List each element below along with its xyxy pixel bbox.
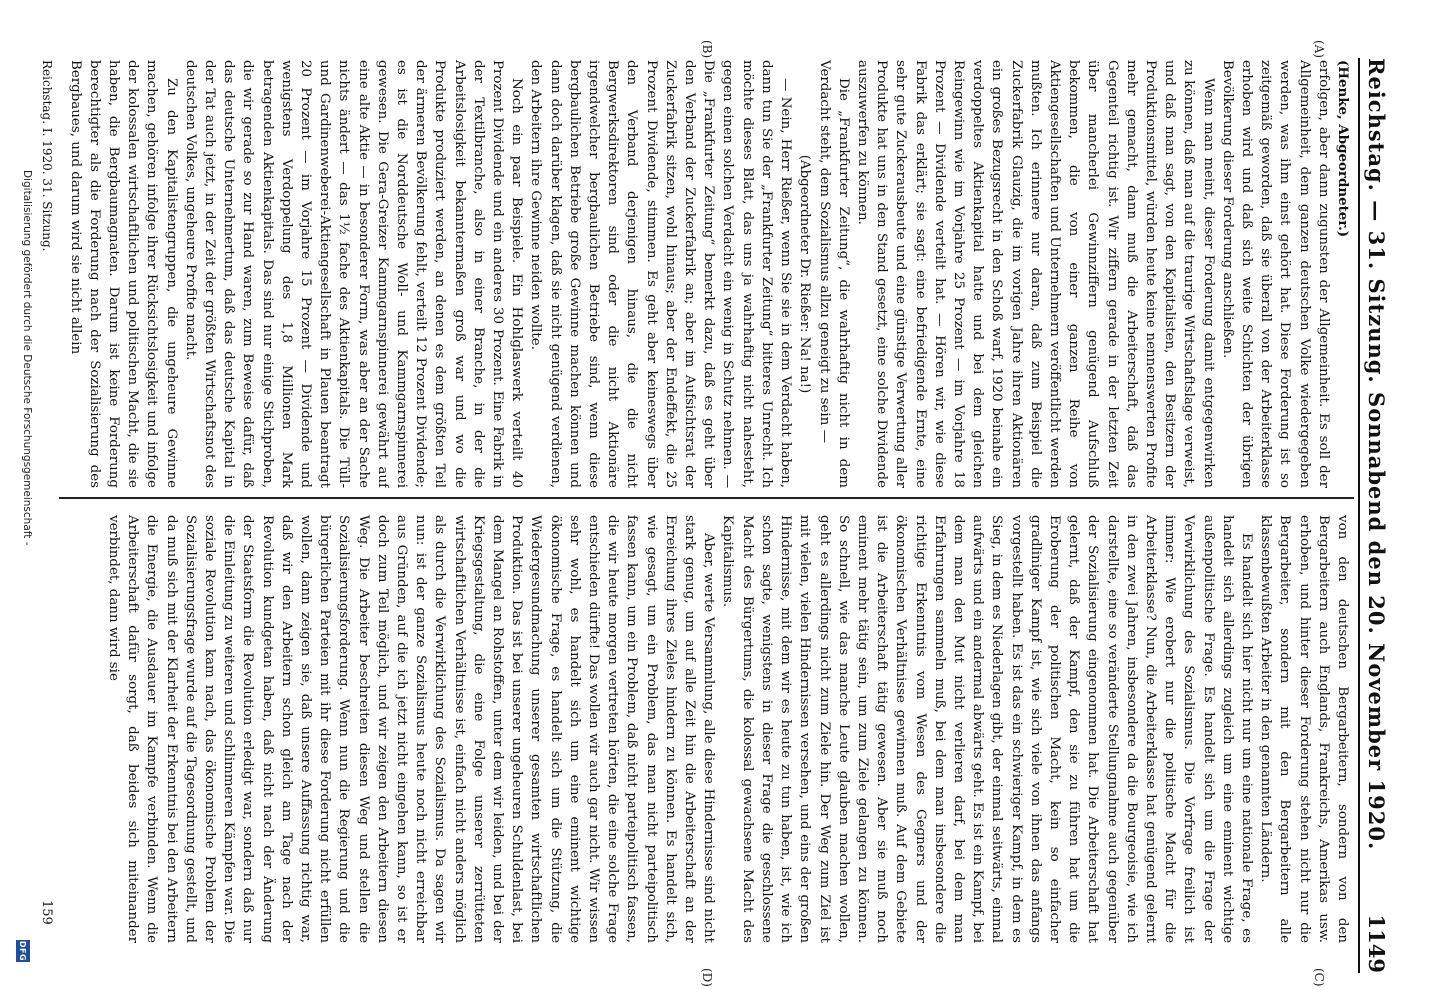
paragraph: Noch ein paar Beispiele. Ein Hohlglaswerk verteilt 40 Prozent Dividende und ein anderes 30 Prozent. Eine Fabrik in der Textilbranche, also in einer Branche, in der die Arbeitslosigkeit bekanntermaßen groß war und wo die Produkte produziert werden, an denen es dem größten Teil der ärmeren Bevölkerung fehlt, verteilt 12 Prozent Dividende; es ist die Norddeutsche Woll- und Kammgarnspinnerei gewesen. Die Gera-Greizer Kammgarnspinnerei gewährt auf eine alte Aktie — in besonderer Form, was aber an der Sache nichts ändert — das 1½ fache des Aktienkapitals. Die Tüll- und Gardinenweberei-Aktiengesellschaft in Plauen beantragt 20 Prozent — im Vorjahre 15 Prozent — Dividende und wenigstens Verdoppelung des 1,8 Millionen Mark betragenden Aktienkapitals. Das sind nur einige Stichproben, die wir gerade so zur Hand waren, zum Beweise dafür, daß das deutsche Unternehmertum, daß das deutsche Kapital in der Tat auch jetzt, in der Zeit der größten Wirtschaftsnot des deutschen Volkes, ungeheure Profite macht. (182, 60, 525, 488)
margin-mark-b: (B) (700, 40, 714, 59)
speaker-tag: (Henke, Abgeordneter.) (1335, 60, 1351, 238)
paragraph: Aber, werte Versammlung, alle diese Hindernisse sind nicht stark genug, um auf alle Zeit hin die Arbeiterschaft an der Erreichung ihres Zieles hindern zu können. Es handelt sich, wie gesagt, um ein Problem, das man nicht parteipolitisch fassen kann, um ein Problem, daß nicht parteipolitisch fassen, die wir heute morgen vertreten hörten, die eine solche Frage entschieden dürfte! Das wollen wir auch gar nicht. Wir wissen sehr wohl, es handelt sich um eine eminent wichtige ökonomische Frage, es handelt sich um die Stützung, die Wiedergesundmachung unserer gesamten wirtschaftlichen Produktion. Das ist bei unserer ungeheuren Schuldenlast, bei dem Mangel an Rohstoffen, unter dem wir leiden, und bei der Kriegsgestaltung, die eine Folge unserer zerrütteten wirtschaftlichen Verhältnisse ist, einfach nicht anders möglich als durch die Verwirklichung des Sozialismus. Da sagen wir nun: ist der ganze Sozialismus heute noch nicht erreichbar aus Gründen, auf die ich jetzt nicht eingehen kann, so ist er doch zum Teil möglich, und wir zeigen den Arbeitern diesen Weg. Die Arbeiter beschreiten diesen Weg und stellen die Sozialisierungsforderung. Wenn nun die Regierung und die bürgerlichen Parteien mit ihr diese Forderung nicht erfüllen wollen, dann zeigen sie, daß unsere Auffassung richtig war, daß wir den Arbeitern schon gleich am Tage nach der Revolution kundgetan haben, daß nicht nach der Änderung der Staatsform die Revolution erledigt war, sondern daß nur die Einleitung zu weiteren und schlimmeren Kämpfen war. Die soziale Revolution kam nach, das ökonomische Problem der Sozialisierungsfrage wurde auf die Tagesordnung gestellt, und da muß sich mit der Klarheit der Erkenntnis bei den Arbeitern die Energie, die Ausdauer im Kampfe verbinden. Wenn die Arbeiterschaft dafür sorgt, daß beides sich miteinander verbindet, dann wird sie (106, 515, 717, 943)
paragraph: Zu den Kapitalistengruppen, die ungeheure Gewinne machen, gehören infolge ihrer Rücksichtslosigkeit und infolge der kolossalen wirtschaftlichen und politischen Macht, die sie haben, die Bergbaumagnaten. Darum ist keine Forderung berechtigter als die Forderung nach der Sozialisierung des Bergbaues, und darum wird sie nicht allein (67, 60, 179, 488)
margin-mark-c: (C) (1312, 968, 1326, 987)
paragraph: von den deutschen Bergarbeitern, sondern von den Bergarbeitern auch Englands, Frankreichs, Amerikas usw. erhoben, und hinter dieser Forderung stehen nicht nur die Bergarbeiter, sondern mit den Bergarbeitern alle klassenbewußten Arbeiter in den genannten Ländern. (1258, 515, 1350, 943)
right-column (52, 515, 1352, 943)
column-divider (59, 497, 1354, 499)
margin-mark-a: (A) (1312, 40, 1326, 59)
paragraph: — Nein, Herr Rießer, wenn Sie sie in dem Verdacht haben, dann tun Sie der „Frankfurter Zeitung“ bitteres Unrecht. Ich möchte dieses Blatt, das uns ja wahrhaftig nicht nahesteht, gegen einen solchen Verdacht ein wenig in Schutz nehmen. — Die „Frankfurter Zeitung“ bemerkt dazu, daß es geht über den Verband der Zuckerfabrik an; aber im Aufsichtsrat der Zuckerfabrik sitzen, wohl hinaus; aber der Endeffekt, die 25 Prozent Dividende, stimmen. Es geht aber keineswegs über den Verband derjenigen hinaus, die die nicht Bergwerksdirektoren sind oder die nicht Aktionäre irgendwelcher bergbaulichen Betriebe sind, wenn diese bergbaulichen Betriebe große Gewinne machen können und dann doch darüber klagen, daß sie nicht genügend verdienen, den Arbeitern ihre Gewinne neiden wollte. (528, 60, 794, 488)
footer-left: Reichstag. I. 1920. 31. Sitzung. (40, 60, 54, 252)
paragraph: Es handelt sich hier nicht nur um eine nationale Frage, es handelt sich allerdings zugleich um eine eminent wichtige außenpolitische Frage. Es handelt sich um die Frage der Verwirklichung des Sozialismus. Die Vorfrage freilich ist immer: Wie erobert nur die politische Macht für die Arbeiterklasse? Nun, die Arbeiterklasse hat genügend gelernt in den zwei Jahren, insbesondere da die Bourgeoisie, wie ich darstellte, eine so veränderte Stellungnahme auch gegenüber der Sozialisierung eingenommen hat. Die Arbeiterschaft hat gelernt, daß der Kampf, den sie zu führen hat um die Eroberung der politischen Macht, kein so einfacher gradliniger Kampf ist, wie sich viele von ihnen das anfangs vorgestellt haben. Es ist das ein schwieriger Kampf, in dem es Sieg, in dem es Niederlagen gibt, der einmal seitwärts, einmal aufwärts und ein andermal abwärts geht. Es ist ein Kampf, bei dem man den Mut nicht verlieren darf, bei dem man Erfahrungen sammeln muß, bei dem man insbesondere die richtige Erkenntnis vom Wesen des Gegners und der ökonomischen Verhältnisse gewinnen muß. Auf dem Gebiete ist die Arbeiterschaft tätig gewesen. Aber sie muß noch eminent mehr tätig sein, um zum Ziele gelangen zu können. So schnell, wie das manche Leute glauben machen wollen, geht es allerdings nicht zum Ziele hin. Der Weg zum Ziel ist mit vielen, vielen Hindernissen versehen, und eins der großen Hindernisse, mit dem wir es heute zu tun haben, ist, wie ich schon sagte, wenigstens in dieser Frage die geschlossene Macht des Bürgertums, die kolossal gewachsene Macht des Kapitalismus. (720, 515, 1254, 943)
paragraph: Wenn man meint, dieser Forderung damit entgegenwirken zu können, daß man auf die traurige Wirtschaftslage verweist, und daß man sagt, von den Kapitalisten, den Besitzern der Produktionsmittel, würden heute keine nennenswerten Profite mehr gemacht, dann muß die Arbeiterschaft, daß das Gegenteil richtig ist. Wir ziffern gerade in der letzten Zeit über mancherlei Gewinnziffern genügend Aufschluß bekommen, die von einer ganzen Reihe von Aktiengesellschaften und Unternehmern veröffentlicht werden mußten. Ich erinnere nur daran, daß zum Beispiel die Zuckerfabrik Glauzig, die im vorigen Jahre ihren Aktionären ein großes Bezugsrecht in den Schoß warf, 1920 beinahe ein verdoppeltes Aktienkapital hatte und bei dem gleichen Reingewinn wie im Vorjahre 25 Prozent — im Vorjahre 18 Prozent — Dividende verteilt hat. — Hören wir, wie diese Fabrik das erklärt; sie sagt: eine befriedigende Ernte, eine sehr gute Zuckerausbeute und eine günstige Verwertung aller Produkte hat uns in den Stand gesetzt, eine solche Dividende auszuwerfen zu können. (854, 60, 1216, 488)
header-title: Reichstag. — 31. Sitzung. Sonnabend den 20. November 1920. (1364, 58, 1389, 851)
digitization-note: Digitalisierung gefördert durch die Deutsche Forschungsgemeinschaft - (21, 170, 33, 546)
dfg-logo-icon: DFG (16, 940, 30, 962)
header-rule (1358, 58, 1360, 973)
paragraph: Die „Frankfurter Zeitung“, die wahrhaftig nicht in dem Verdacht steht, dem Sozialismus allzu geneigt zu sein — (816, 60, 851, 488)
interjection: (Abgeordneter Dr. Rießer: Na! na!) (797, 154, 813, 394)
left-column (52, 60, 1352, 488)
margin-mark-d: (D) (700, 968, 714, 987)
page-header (1364, 58, 1404, 973)
footer-page-number: 159 (39, 900, 54, 925)
paragraph: erfolgen, aber dann zugunsten der Allgemeinheit. Es soll der Allgemeinheit, dem ganzen deutschen Volke wiedergegeben werden, was ihm einst gehört hat. Diese Forderung ist so zeitgemäß geworden, daß sie überall von der Arbeiterklasse erhoben wird und daß sich weite Schichten der übrigen Bevölkerung dieser Forderung anschließen. (1219, 60, 1331, 488)
page-number: 1149 (1364, 914, 1389, 973)
